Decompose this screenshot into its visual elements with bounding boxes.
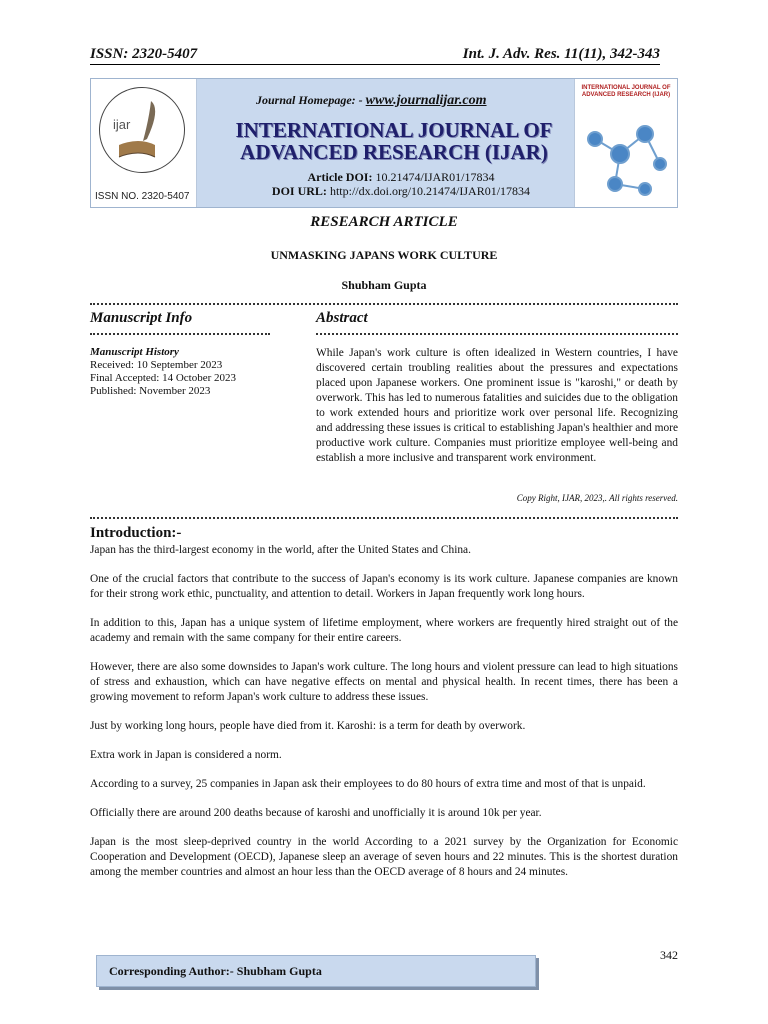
corresponding-author-box <box>96 955 536 987</box>
running-header <box>90 46 660 65</box>
abstract-dots <box>316 333 678 335</box>
molecule-icon <box>575 79 677 207</box>
corresponding-author: Corresponding Author:- Shubham Gupta <box>109 964 322 978</box>
received-date: Received: 10 September 2023 <box>90 359 223 371</box>
paragraph: Japan has the third-largest economy in the world, after the United States and China. <box>90 544 471 556</box>
manuscript-history-label: Manuscript History <box>90 346 179 358</box>
doi-block <box>251 170 551 198</box>
doi-url-link[interactable]: http://dx.doi.org/10.21474/IJAR01/17834 <box>329 184 531 198</box>
header-issn: ISSN: 2320-5407 <box>90 46 198 62</box>
dotted-divider <box>90 517 678 519</box>
manuscript-dots <box>90 333 270 335</box>
doi-label: Article DOI: <box>307 170 373 184</box>
paragraph: One of the crucial factors that contribute to the success of Japan's economy is its work culture. Japanese companies are known for their strong work ethic, punctuality, and attention to detail. Workers in Japan frequently work long hours. <box>90 573 678 600</box>
abstract-heading: Abstract <box>316 310 368 326</box>
article-title: UNMASKING JAPANS WORK CULTURE <box>270 248 498 262</box>
cover-title: INTERNATIONAL JOURNAL OF ADVANCED RESEARCH (IJAR) <box>581 85 671 98</box>
paragraph: Extra work in Japan is considered a norm. <box>90 749 282 761</box>
quill-book-icon <box>91 79 196 207</box>
logo-text: ijar <box>113 117 131 132</box>
paragraph: According to a survey, 25 companies in Japan ask their employees to do 80 hours of extra time and most of that is unpaid. <box>90 778 646 790</box>
journal-homepage <box>256 93 487 109</box>
journal-title <box>219 119 569 163</box>
published-date: Published: November 2023 <box>90 385 211 397</box>
logo-issn: ISSN NO. 2320-5407 <box>95 191 190 202</box>
paragraph: In addition to this, Japan has a unique system of lifetime employment, where workers are frequently hired straight out of the academy and remain with the same company for their entire careers. <box>90 617 678 644</box>
homepage-link[interactable]: www.journalijar.com <box>365 93 487 108</box>
doi-value: 10.21474/IJAR01/17834 <box>375 170 495 184</box>
article-type: RESEARCH ARTICLE <box>310 214 458 230</box>
doi-url-label: DOI URL: <box>271 184 327 198</box>
introduction-body <box>90 543 678 894</box>
paragraph: Officially there are around 200 deaths because of karoshi and unofficially it is around 10k per year. <box>90 807 542 819</box>
paragraph: Japan is the most sleep-deprived country in the world According to a 2021 survey by the Organization for Economic Cooperation and Development (OECD), Japanese sleep an average of seven hours and 22 minutes. This is the shortest duration among the member countries and almost an hour less than the OECD average of 8 hours and 24 minutes. <box>90 836 678 878</box>
journal-logo <box>91 79 197 207</box>
journal-title-line1: INTERNATIONAL JOURNAL OF <box>235 118 553 142</box>
manuscript-history <box>90 346 236 398</box>
header-citation: Int. J. Adv. Res. 11(11), 342-343 <box>462 46 660 62</box>
paragraph: However, there are also some downsides to Japan's work culture. The long hours and violent pressure can lead to high situations of stress and exhaustion, which can have negative effects on mental and physical health. In recent times, there has been a growing movement to reform Japan's work culture to address these issues. <box>90 661 678 703</box>
abstract-text: While Japan's work culture is often idealized in Western countries, I have discovered certain troubling realities about the pressures and expectations placed upon Japanese workers. One prominent issue is "karoshi," or death by overwork. This has led to numerous fatalities and suicides due to the obligation to work extended hours and prioritize work over personal life. Recognizing and addressing these issues is critical to establishing Japan's healthier and more productive work culture. Companies must prioritize employee well-being and establish a more inclusive and transparent work environment. <box>316 347 678 464</box>
copyright-notice: Copy Right, IJAR, 2023,. All rights reserved. <box>516 493 678 503</box>
introduction-heading: Introduction:- <box>90 525 182 541</box>
dotted-divider <box>90 303 678 305</box>
manuscript-info-heading: Manuscript Info <box>90 310 193 326</box>
journal-cover <box>574 79 677 207</box>
journal-banner <box>90 78 678 208</box>
page-number: 342 <box>660 948 678 962</box>
homepage-label: Journal Homepage: - <box>256 93 363 107</box>
accepted-date: Final Accepted: 14 October 2023 <box>90 372 237 384</box>
article-author: Shubham Gupta <box>341 278 427 292</box>
journal-title-line2: ADVANCED RESEARCH (IJAR) <box>240 140 548 164</box>
paragraph: Just by working long hours, people have died from it. Karoshi: is a term for death by overwork. <box>90 720 526 732</box>
